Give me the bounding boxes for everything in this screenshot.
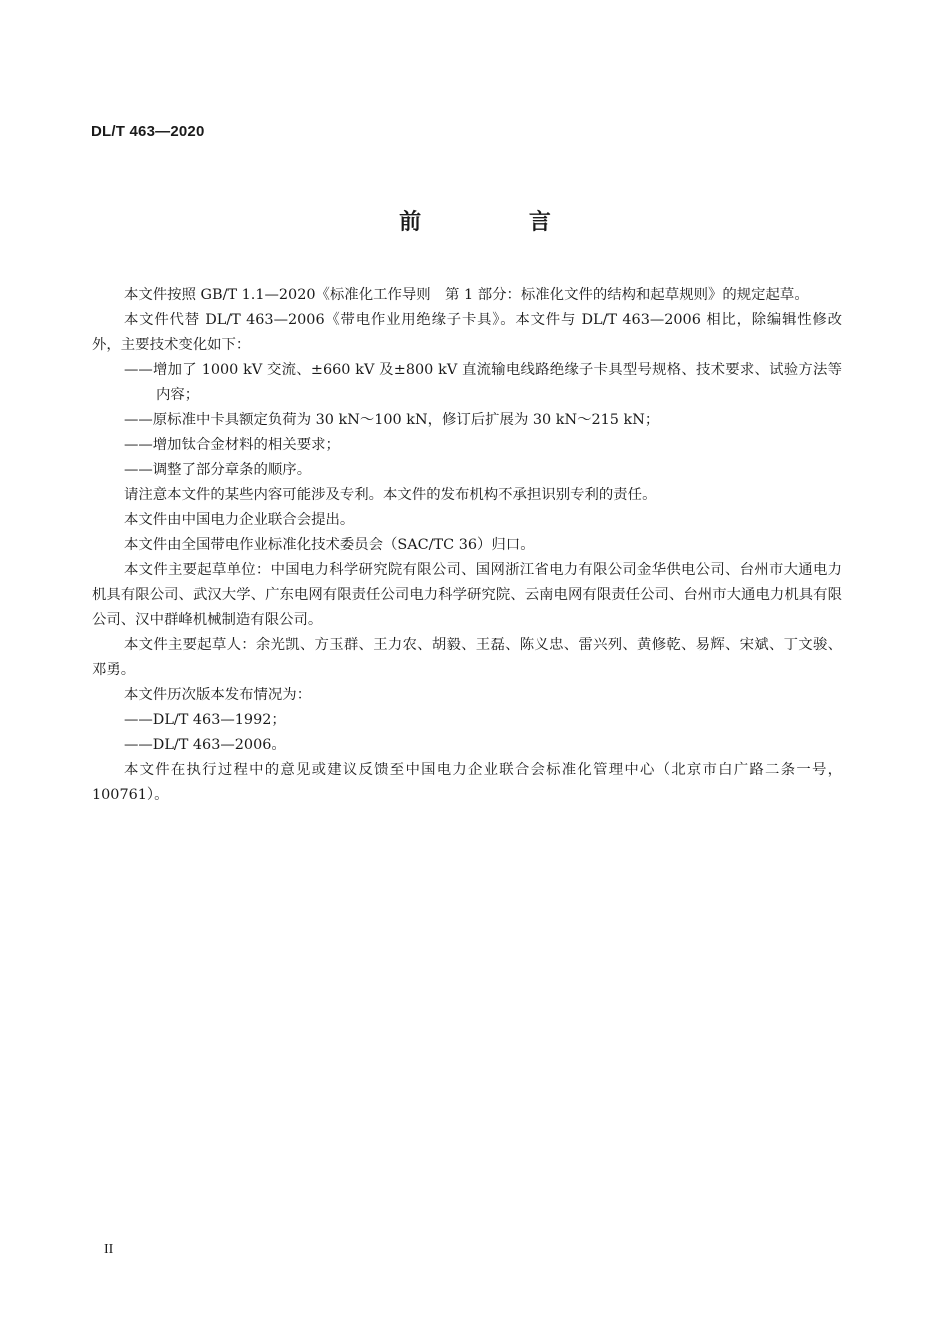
change-item-titanium: ——增加钛合金材料的相关要求；	[124, 437, 340, 453]
paragraph-drafting-rules: 本文件按照 GB/T 1.1—2020《标准化工作导则 第 1 部分：标准化文件的结构和起草规则》的规定起草。	[124, 287, 809, 303]
foreword-body	[92, 283, 842, 808]
paragraph-managed-by: 本文件由全国带电作业标准化技术委员会（SAC/TC 36）归口。	[124, 537, 535, 553]
change-item-rated-load: ——原标准中卡具额定负荷为 30 kN～100 kN，修订后扩展为 30 kN～215 kN；	[124, 412, 660, 428]
paragraph-drafters: 本文件主要起草人：余光凯、方玉群、王力农、胡毅、王磊、陈义忠、雷兴列、黄修乾、易辉、宋斌、丁文骏、邓勇。	[92, 637, 842, 678]
change-item-reorder: ——调整了部分章条的顺序。	[124, 462, 312, 478]
document-code: DL/T 463—2020	[91, 123, 205, 140]
page-number: II	[104, 1242, 114, 1257]
version-item-1992: ——DL/T 463—1992；	[124, 712, 286, 728]
version-item-2006: ——DL/T 463—2006。	[124, 737, 286, 753]
page-title: 前 言	[399, 210, 601, 235]
paragraph-feedback: 本文件在执行过程中的意见或建议反馈至中国电力企业联合会标准化管理中心（北京市白广路二条一号，100761）。	[92, 762, 842, 803]
paragraph-replacement: 本文件代替 DL/T 463—2006《带电作业用绝缘子卡具》。本文件与 DL/T 463—2006 相比，除编辑性修改外，主要技术变化如下：	[92, 312, 842, 353]
paragraph-drafting-units: 本文件主要起草单位：中国电力科学研究院有限公司、国网浙江省电力有限公司金华供电公司、台州市大通电力机具有限公司、武汉大学、广东电网有限责任公司电力科学研究院、云南电网有限责任公司、台州市大通电力机具有限公司、汉中群峰机械制造有限公司。	[92, 562, 842, 628]
paragraph-version-history: 本文件历次版本发布情况为：	[124, 687, 312, 703]
change-item-1000kv: ——增加了 1000 kV 交流、±660 kV 及±800 kV 直流输电线路绝缘子卡具型号规格、技术要求、试验方法等内容；	[124, 362, 842, 403]
paragraph-proposed-by: 本文件由中国电力企业联合会提出。	[124, 512, 355, 528]
paragraph-patent-notice: 请注意本文件的某些内容可能涉及专利。本文件的发布机构不承担识别专利的责任。	[124, 487, 657, 503]
